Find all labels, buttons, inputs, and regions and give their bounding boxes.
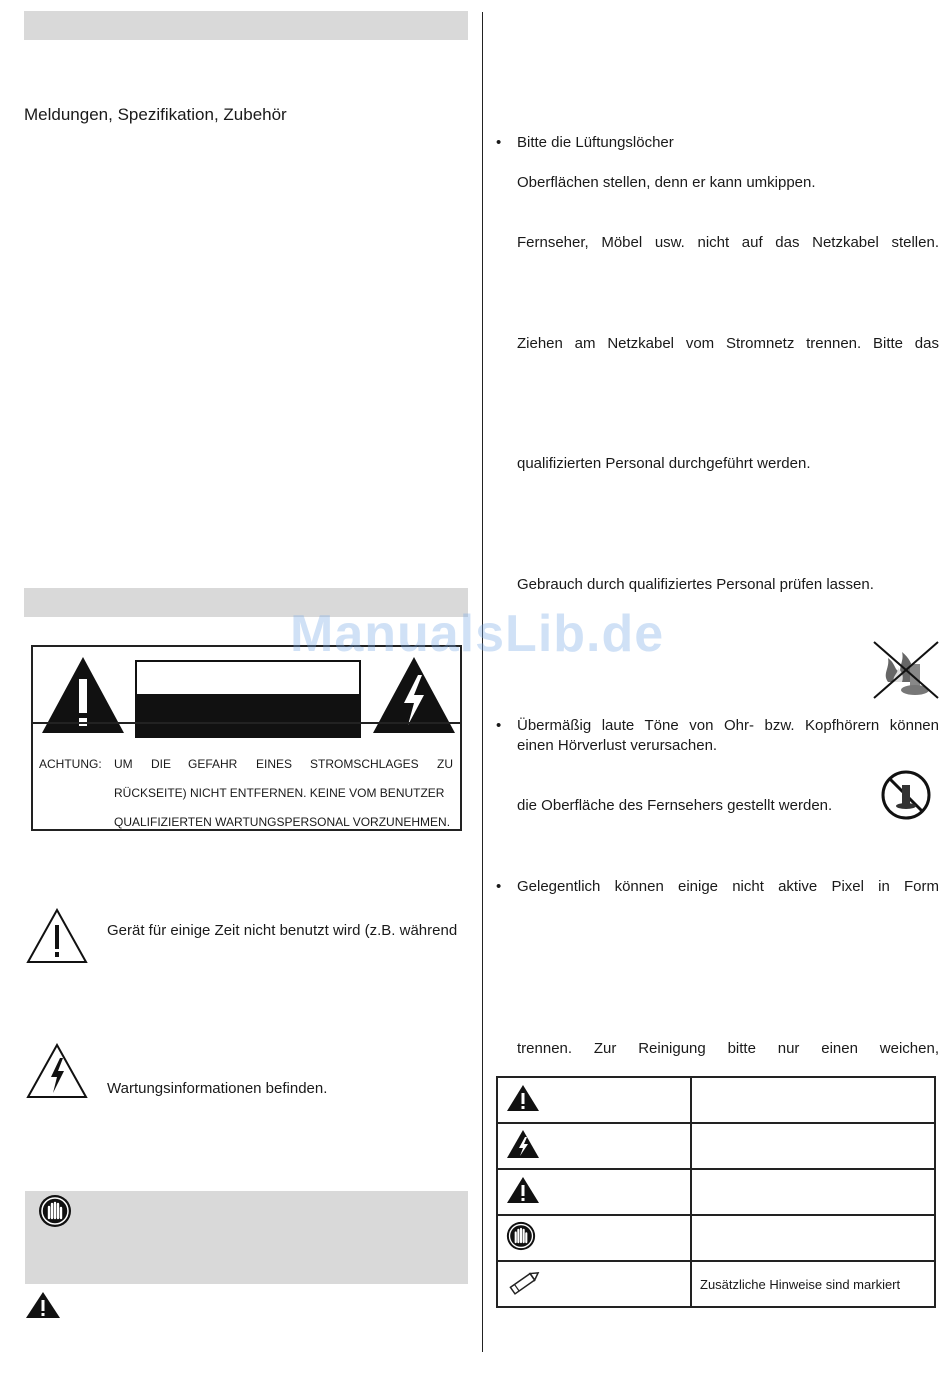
no-liquid-icon [880, 765, 932, 825]
list-item: trennen. Zur Reinigung bitte nur einen weichen, [517, 1040, 939, 1057]
list-item: Oberflächen stellen, denn er kann umkippen. [517, 174, 816, 191]
caution-text-line1-word7: ZU [437, 757, 453, 771]
list-item: Gelegentlich können einige nicht aktive Pixel in Form [517, 878, 939, 895]
list-item: Übermäßig laute Töne von Ohr- bzw. Kopfhörern können [517, 717, 939, 734]
table-row [497, 1261, 935, 1307]
lightning-triangle-outline-icon [26, 1043, 88, 1099]
no-fire-icon [872, 640, 940, 700]
table-row [497, 1123, 935, 1169]
caution-label [135, 660, 361, 738]
column-divider [482, 12, 483, 1352]
list-item: Fernseher, Möbel usw. nicht auf das Netzkabel stellen. [517, 234, 939, 251]
caution-text-line1-word6: STROMSCHLAGES [310, 757, 419, 771]
list-item: Ziehen am Netzkabel vom Stromnetz trennen. Bitte das [517, 335, 939, 352]
warning-triangle-outline-icon [26, 908, 88, 964]
list-item: Bitte die Lüftungslöcher [517, 134, 674, 151]
warning-triangle-small-icon [25, 1291, 61, 1319]
legend-description [691, 1215, 935, 1261]
pencil-icon [506, 1267, 544, 1297]
symbol-legend-table [496, 1076, 936, 1308]
notice-box [25, 1191, 468, 1284]
caution-text-line1-word1: ACHTUNG: [39, 757, 102, 771]
list-item: qualifizierten Personal durchgeführt werden. [517, 455, 811, 472]
legend-description: Zusätzliche Hinweise sind markiert [691, 1261, 935, 1307]
table-row [497, 1215, 935, 1261]
caution-text-line1-word5: EINES [256, 757, 293, 771]
stop-hand-icon [506, 1221, 536, 1251]
legend-description [691, 1123, 935, 1169]
list-item: einen Hörverlust verursachen. [517, 737, 718, 754]
bullet-marker: • [496, 134, 502, 151]
section-title: Meldungen, Spezifikation, Zubehör [24, 105, 287, 124]
bullet-marker: • [496, 717, 502, 734]
caution-text-line2: RÜCKSEITE) NICHT ENTFERNEN. KEINE VOM BENUTZER [114, 786, 445, 800]
caution-text-line1-word4: GEFAHR [188, 757, 238, 771]
list-item: die Oberfläche des Fernsehers gestellt werden. [517, 797, 833, 814]
table-row [497, 1169, 935, 1215]
warning-triangle-icon [506, 1084, 540, 1112]
list-item: Gebrauch durch qualifiziertes Personal prüfen lassen. [517, 576, 874, 593]
section-header-bar-top [24, 11, 468, 40]
watermark: ManualsLib.de [290, 605, 665, 663]
warning-symbol-text: Gerät für einige Zeit nicht benutzt wird (z.B. während [107, 922, 458, 939]
warning-triangle-icon [506, 1176, 540, 1204]
caution-text-line3: QUALIFIZIERTEN WARTUNGSPERSONAL VORZUNEHMEN. [114, 815, 451, 829]
legend-description [691, 1077, 935, 1123]
lightning-triangle-icon [506, 1129, 540, 1159]
caution-text-line1-word2: UM [114, 757, 133, 771]
stop-hand-icon [38, 1194, 72, 1228]
legend-description [691, 1169, 935, 1215]
bullet-marker: • [496, 878, 502, 895]
lightning-symbol-text: Wartungsinformationen befinden. [107, 1080, 328, 1097]
caution-text-line1-word3: DIE [151, 757, 172, 771]
table-row [497, 1077, 935, 1123]
caution-label-box [31, 645, 462, 831]
